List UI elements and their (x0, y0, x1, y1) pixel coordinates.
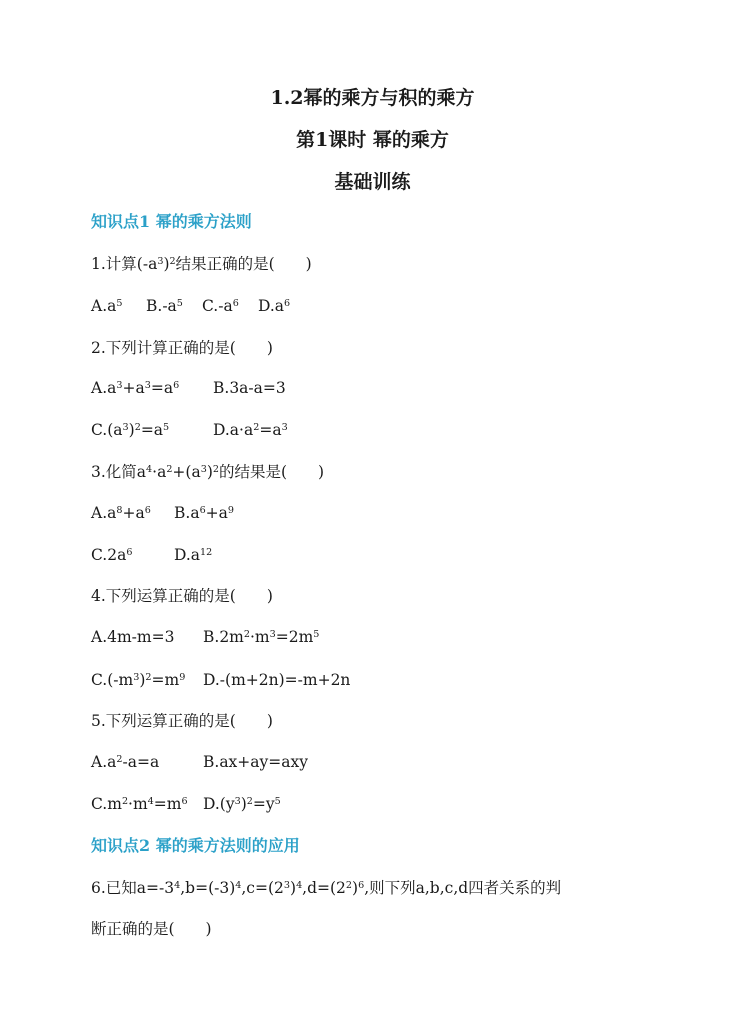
option-d: D.-(m+2n)=-m+2n (203, 671, 351, 689)
option-a: $A.a^5$ (91, 297, 123, 315)
option-c: $C.-a^6$ (202, 297, 239, 315)
question-1-options (91, 295, 290, 317)
lesson-subtitle: 第1课时 幂的乘方 (296, 129, 449, 151)
option-c: $C.(-m^3)^2=m^9$ (91, 671, 186, 689)
question-3-options-row-2 (91, 544, 212, 566)
option-a: $A.a^8+a^6$ (91, 504, 151, 522)
question-1-stem: 1.计算$(-a^3)^2$结果正确的是( ) (91, 255, 312, 273)
section-heading-1: 知识点1 幂的乘方法则 (91, 212, 252, 231)
option-d: $D.(y^3)^2=y^5$ (203, 795, 281, 813)
option-a: $A.a^3+a^3=a^6$ (91, 379, 180, 397)
question-4-options-row-2 (91, 669, 350, 691)
question-6-stem-continued: 断正确的是( ) (91, 920, 212, 938)
option-a: A.4m-m=3 (91, 628, 175, 646)
option-c: $C.m^2\cdot m^4=m^6$ (91, 795, 188, 813)
lesson-title: 1.2幂的乘方与积的乘方 (270, 87, 475, 109)
option-d: $D.a^{12}$ (174, 546, 213, 564)
option-d: $D.a\cdot a^2=a^3$ (213, 421, 288, 439)
section-heading-2: 知识点2 幂的乘方法则的应用 (91, 836, 300, 855)
option-a: $A.a^2-a=a$ (91, 753, 160, 771)
question-5-stem: 5.下列运算正确的是( ) (91, 712, 273, 730)
question-5-options-row-1 (91, 751, 308, 773)
question-2-stem: 2.下列计算正确的是( ) (91, 339, 273, 357)
option-b: $B.2m^2\cdot m^3=2m^5$ (203, 628, 320, 646)
part-heading: 基础训练 (334, 171, 411, 193)
question-2-options-row-2 (91, 419, 288, 441)
question-3-options-row-1 (91, 502, 234, 524)
option-d: $D.a^6$ (258, 297, 291, 315)
question-4-stem: 4.下列运算正确的是( ) (91, 587, 273, 605)
question-6-stem: 6.已知$a=-3^4,b=(-3)^4,c=(2^3)^4,d=(2^2)^6$,则下列a,b,c,d四者关系的判 (91, 879, 562, 897)
option-c: $C.2a^6$ (91, 546, 133, 564)
option-c: $C.(a^3)^2=a^5$ (91, 421, 170, 439)
option-b: B.3a-a=3 (213, 379, 286, 397)
question-2-options-row-1 (91, 377, 286, 399)
question-5-options-row-2 (91, 793, 281, 815)
question-4-options-row-1 (91, 626, 319, 648)
option-b: B.ax+ay=axy (203, 753, 309, 771)
question-3-stem: 3.化简$a^4\cdot a^2+(a^3)^2$的结果是( ) (91, 463, 325, 481)
option-b: $B.-a^5$ (146, 297, 183, 315)
option-b: $B.a^6+a^9$ (174, 504, 235, 522)
